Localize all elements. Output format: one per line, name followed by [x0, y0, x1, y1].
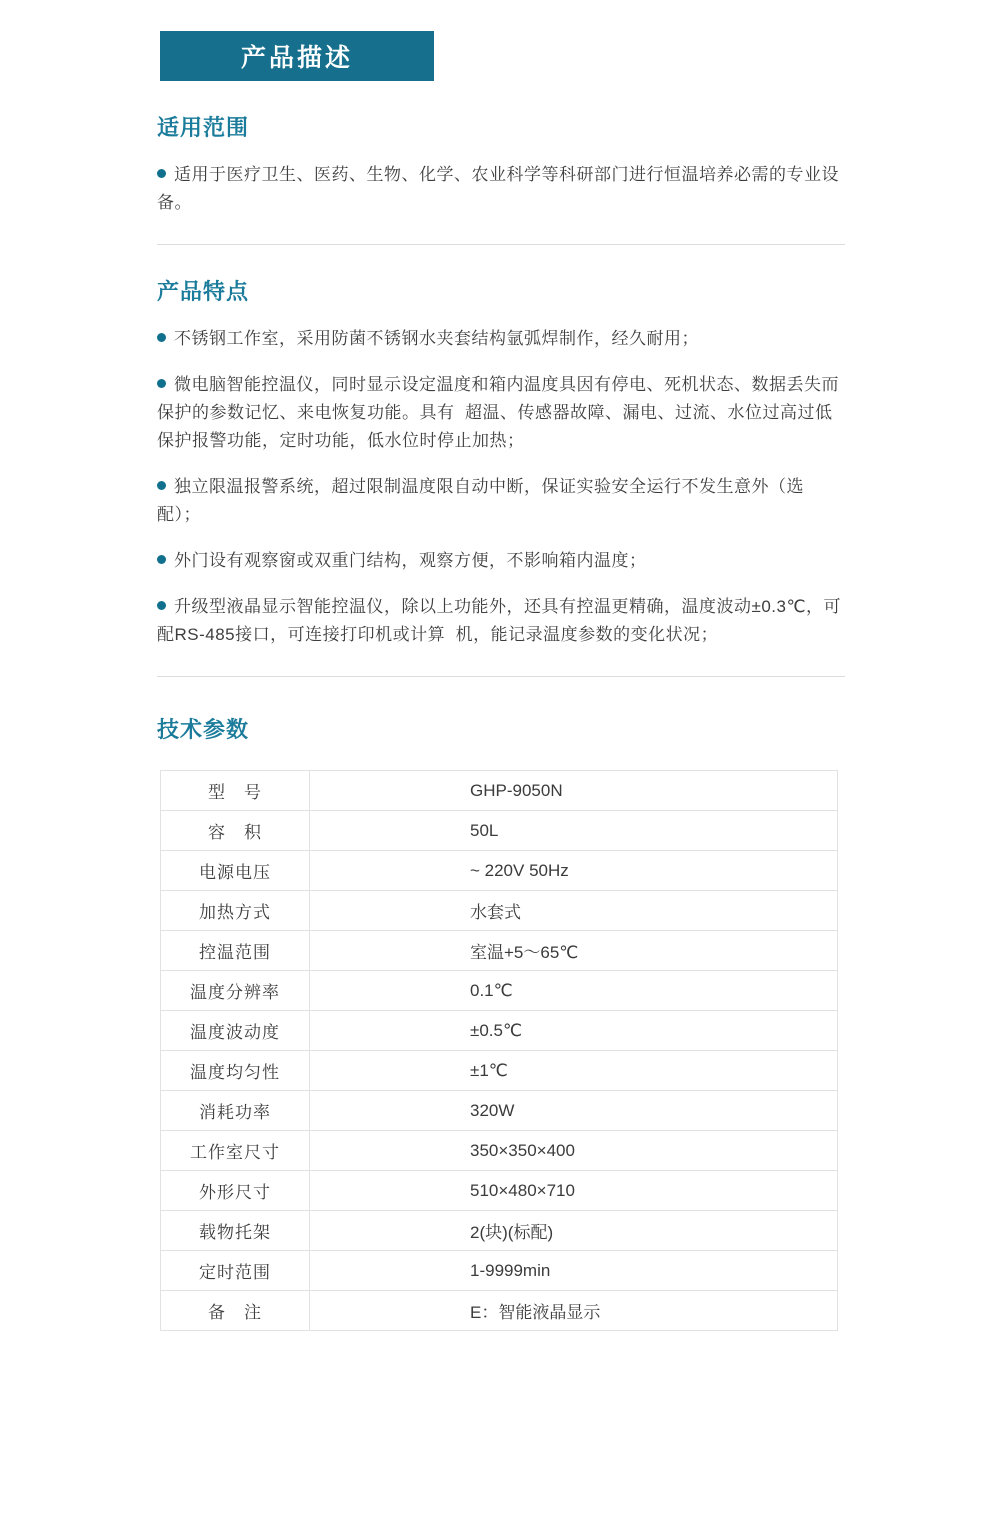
spec-value: 0.1℃ [310, 971, 838, 1011]
spec-label: 消耗功率 [161, 1091, 310, 1131]
bullet-text: 独立限温报警系统，超过限制温度限自动中断，保证实验安全运行不发生意外（选配）； [157, 477, 804, 524]
spec-value: 510×480×710 [310, 1171, 838, 1211]
bullet-item [157, 161, 845, 217]
bullet-dot-icon [157, 333, 166, 342]
bullet-dot-icon [157, 481, 166, 490]
product-description-banner [160, 31, 434, 81]
spec-value: GHP-9050N [310, 771, 838, 811]
specs-heading: 技术参数 [157, 717, 250, 742]
spec-value: 350×350×400 [310, 1131, 838, 1171]
bullet-dot-icon [157, 601, 166, 610]
features-bullet-list [157, 325, 845, 649]
spec-row [161, 811, 838, 851]
spec-value: E：智能液晶显示 [310, 1291, 838, 1331]
bullet-dot-icon [157, 169, 166, 178]
spec-label: 温度波动度 [161, 1011, 310, 1051]
scope-heading: 适用范围 [157, 115, 250, 140]
spec-label: 容 积 [161, 811, 310, 851]
spec-value: ~ 220V 50Hz [310, 851, 838, 891]
spec-value: 1-9999min [310, 1251, 838, 1291]
bullet-text: 微电脑智能控温仪，同时显示设定温度和箱内温度具因有停电、死机状态、数据丢失而保护的参数记忆、来电恢复功能。具有 超温、传感器故障、漏电、过流、水位过高过低保护报警功能，定时功能，低水位时停止加热； [157, 375, 839, 450]
spec-value: 50L [310, 811, 838, 851]
bullet-dot-icon [157, 555, 166, 564]
bullet-text: 外门设有观察窗或双重门结构，观察方便，不影响箱内温度； [174, 551, 647, 570]
spec-value: ±0.5℃ [310, 1011, 838, 1051]
spec-label: 型 号 [161, 771, 310, 811]
spec-value: 2(块)(标配) [310, 1211, 838, 1251]
spec-label: 电源电压 [161, 851, 310, 891]
bullet-item [157, 371, 845, 455]
spec-label: 备 注 [161, 1291, 310, 1331]
section-scope [157, 113, 845, 245]
spec-row [161, 1131, 838, 1171]
spec-value: ±1℃ [310, 1051, 838, 1091]
specs-table-body [161, 771, 838, 1331]
scope-bullet-list [157, 161, 845, 217]
section-features [157, 277, 845, 677]
spec-label: 温度分辨率 [161, 971, 310, 1011]
bullet-dot-icon [157, 379, 166, 388]
spec-row [161, 1251, 838, 1291]
banner-title: 产品描述 [240, 44, 353, 72]
spec-label: 工作室尺寸 [161, 1131, 310, 1171]
bullet-text: 升级型液晶显示智能控温仪，除以上功能外，还具有控温更精确，温度波动±0.3℃，可配RS-485接口，可连接打印机或计算 机，能记录温度参数的变化状况； [157, 597, 842, 644]
spec-label: 外形尺寸 [161, 1171, 310, 1211]
spec-value: 水套式 [310, 891, 838, 931]
spec-row [161, 931, 838, 971]
spec-value: 室温+5～65℃ [310, 931, 838, 971]
section-divider [157, 676, 845, 677]
spec-row [161, 1211, 838, 1251]
spec-row [161, 771, 838, 811]
spec-label: 控温范围 [161, 931, 310, 971]
bullet-text: 不锈钢工作室，采用防菌不锈钢水夹套结构氩弧焊制作，经久耐用； [174, 329, 699, 348]
spec-row [161, 851, 838, 891]
specs-table [160, 770, 838, 1331]
spec-row [161, 1091, 838, 1131]
section-divider [157, 244, 845, 245]
spec-row [161, 1171, 838, 1211]
spec-row [161, 1011, 838, 1051]
spec-row [161, 1051, 838, 1091]
bullet-text: 适用于医疗卫生、医药、生物、化学、农业科学等科研部门进行恒温培养必需的专业设备。 [157, 165, 839, 212]
spec-value: 320W [310, 1091, 838, 1131]
bullet-item [157, 473, 845, 529]
spec-label: 载物托架 [161, 1211, 310, 1251]
spec-label: 加热方式 [161, 891, 310, 931]
features-heading: 产品特点 [157, 279, 250, 304]
bullet-item [157, 325, 845, 353]
bullet-item [157, 593, 845, 649]
spec-label: 定时范围 [161, 1251, 310, 1291]
bullet-item [157, 547, 845, 575]
spec-label: 温度均匀性 [161, 1051, 310, 1091]
section-specs [157, 715, 845, 1331]
spec-row [161, 891, 838, 931]
spec-row [161, 1291, 838, 1331]
spec-row [161, 971, 838, 1011]
